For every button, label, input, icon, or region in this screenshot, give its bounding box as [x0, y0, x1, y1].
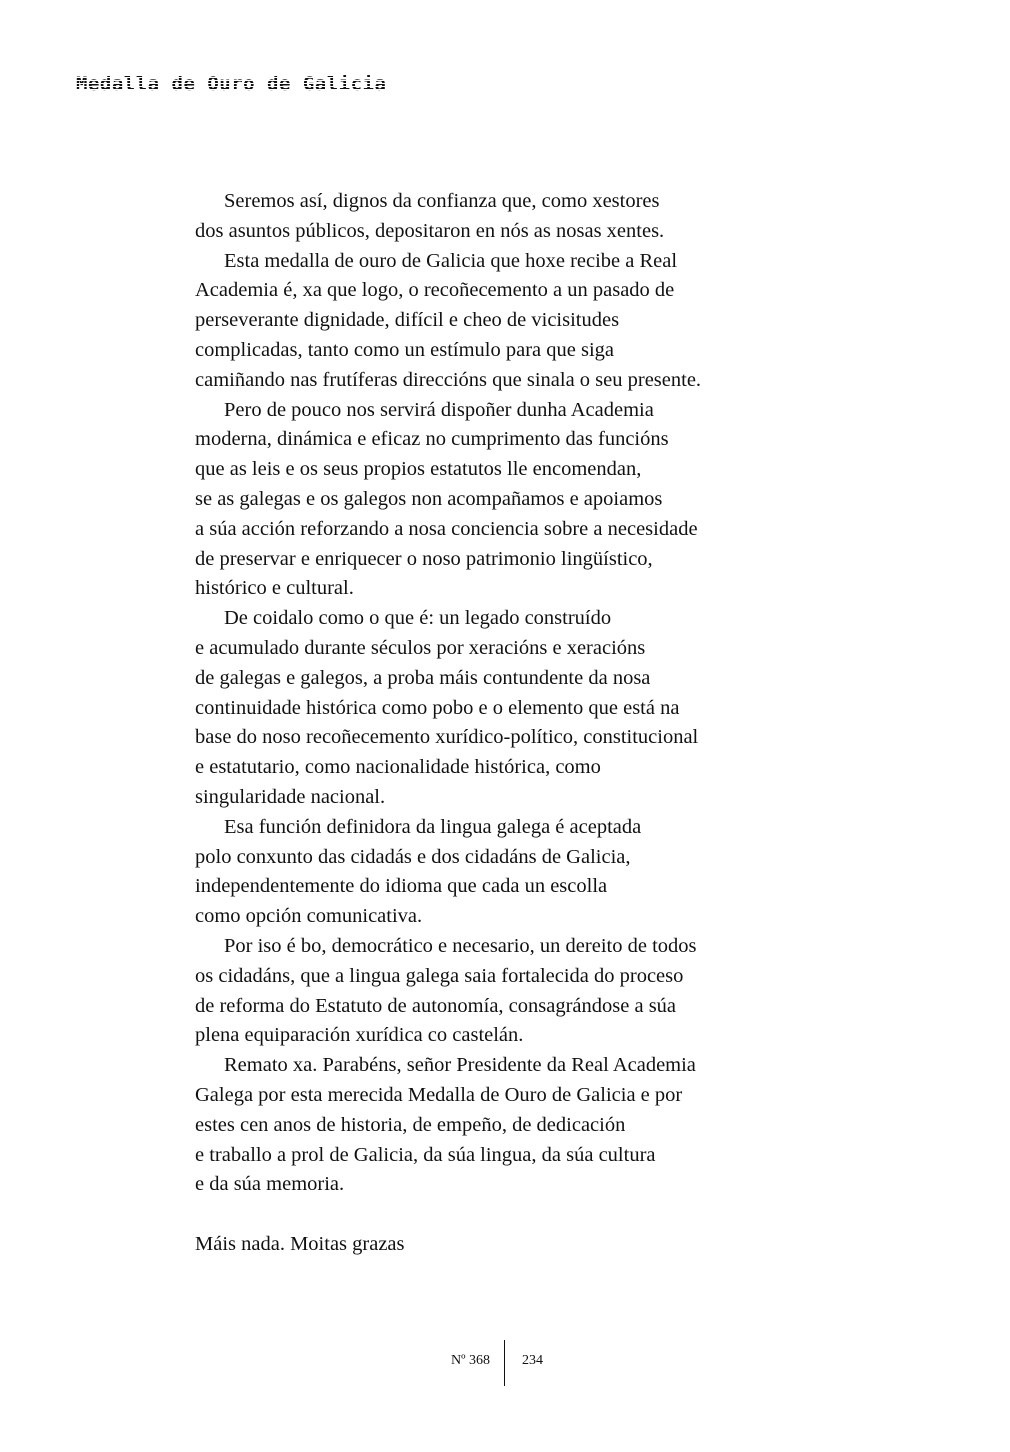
page-number: 234 [522, 1353, 543, 1368]
text-line: Academia é, xa que logo, o recoñecemento a un pasado de [195, 279, 675, 302]
text-line: de preservar e enriquecer o noso patrimonio lingüístico, [195, 547, 653, 570]
page-footer [0, 1340, 1010, 1386]
text-line: Galega por esta merecida Medalla de Ouro de Galicia e por [195, 1083, 683, 1106]
text-line: de galegas e galegos, a proba máis contundente da nosa [195, 666, 651, 689]
text-line [195, 1200, 895, 1230]
text-line: que as leis e os seus propios estatutos lle encomendan, [195, 458, 642, 481]
running-header: Medalla de Ouro de Galicia [76, 73, 387, 95]
text-line: de reforma do Estatuto de autonomía, consagrándose a súa [195, 994, 677, 1017]
text-line: complicadas, tanto como un estímulo para que siga [195, 338, 614, 361]
text-line: perseverante dignidade, difícil e cheo de vicisitudes [195, 309, 620, 332]
text-line: continuidade histórica como pobo e o elemento que está na [195, 696, 680, 719]
text-line: e traballo a prol de Galicia, da súa lingua, da súa cultura [195, 1143, 656, 1166]
issue-number: Nº 368 [451, 1353, 490, 1368]
text-line: e estatutario, como nacionalidade histórica, como [195, 756, 601, 779]
text-line: e da súa memoria. [195, 1173, 345, 1196]
text-line: e acumulado durante séculos por xeracións e xeracións [195, 636, 646, 659]
text-line: plena equiparación xurídica co castelán. [195, 1024, 524, 1047]
footer-divider [504, 1340, 505, 1386]
text-line: independentemente do idioma que cada un escolla [195, 875, 608, 898]
text-line: Esta medalla de ouro de Galicia que hoxe recibe a Real [224, 249, 678, 272]
text-line: histórico e cultural. [195, 577, 354, 600]
text-line: Pero de pouco nos servirá dispoñer dunha Academia [224, 398, 654, 421]
text-line: singularidade nacional. [195, 785, 386, 808]
body-text [195, 187, 895, 1260]
text-line: moderna, dinámica e eficaz no cumprimento das funcións [195, 428, 669, 451]
text-line: os cidadáns, que a lingua galega saia fortalecida do proceso [195, 964, 684, 987]
text-line: se as galegas e os galegos non acompañamos e apoiamos [195, 487, 663, 510]
text-line: estes cen anos de historia, de empeño, de dedicación [195, 1113, 626, 1136]
text-line: base do noso recoñecemento xurídico-político, constitucional [195, 726, 699, 749]
text-line: dos asuntos públicos, depositaron en nós as nosas xentes. [195, 219, 665, 242]
text-line: Seremos así, dignos da confianza que, como xestores [224, 190, 660, 212]
text-line: polo conxunto das cidadás e dos cidadáns de Galicia, [195, 845, 631, 868]
text-line: De coidalo como o que é: un legado construído [224, 607, 612, 630]
text-line: Máis nada. Moitas grazas [195, 1232, 405, 1255]
text-line: como opción comunicativa. [195, 905, 423, 928]
text-line: a súa acción reforzando a nosa conciencia sobre a necesidade [195, 517, 698, 540]
text-line: Remato xa. Parabéns, señor Presidente da Real Academia [224, 1054, 696, 1077]
text-line: camiñando nas frutíferas direccións que sinala o seu presente. [195, 368, 702, 391]
text-line: Esa función definidora da lingua galega é aceptada [224, 815, 642, 838]
text-line: Por iso é bo, democrático e necesario, un dereito de todos [224, 934, 697, 957]
